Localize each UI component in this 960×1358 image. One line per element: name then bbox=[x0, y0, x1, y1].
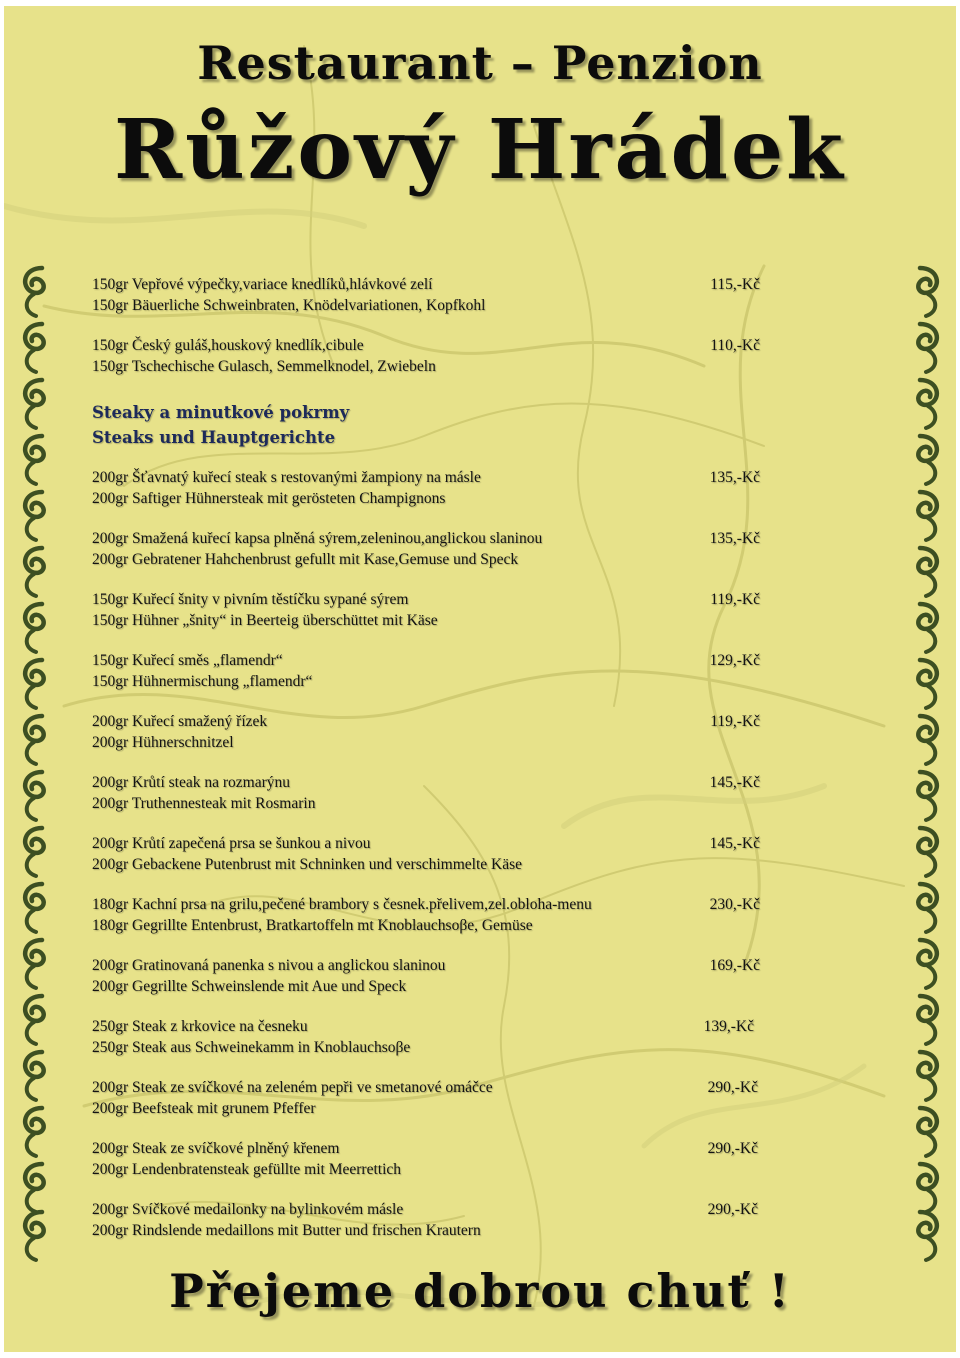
item-name-de: 180gr Gegrillte Entenbrust, Bratkartoffeln mt Knoblauchsoβe, Gemüse bbox=[92, 917, 533, 934]
item-price: 169,-Kč bbox=[709, 957, 760, 974]
item-name-de: 200gr Gegrillte Schweinslende mit Aue und Speck bbox=[92, 978, 407, 995]
item-name-cz: 200gr Steak ze svíčkové plněný křenem bbox=[92, 1140, 340, 1157]
item-name-cz: 150gr Kuřecí šnity v pivním těstíčku sypané sýrem bbox=[92, 591, 409, 608]
item-price: 139,-Kč bbox=[703, 1018, 754, 1035]
item-name-cz: 200gr Svíčkové medailonky na bylinkovém másle bbox=[92, 1201, 404, 1218]
footer-greeting: Přejeme dobrou chuť ! bbox=[169, 1264, 791, 1318]
item-name-cz: 180gr Kachní prsa na grilu,pečené brambory s česnek.přelivem,zel.obloha-menu bbox=[92, 896, 592, 913]
item-price: 110,-Kč bbox=[710, 337, 760, 354]
item-price: 119,-Kč bbox=[710, 713, 760, 730]
item-name-de: 150gr Hühner „šnity“ in Beerteig überschüttet mit Käse bbox=[92, 612, 438, 629]
menu-item bbox=[92, 896, 792, 940]
item-price: 135,-Kč bbox=[709, 469, 760, 486]
menu-item bbox=[92, 835, 792, 879]
item-name-cz: 200gr Šťavnatý kuřecí steak s restovanými žampiony na másle bbox=[92, 469, 481, 486]
item-name-cz: 200gr Steak ze svíčkové na zeleném pepři ve smetanové omáčce bbox=[92, 1079, 493, 1096]
menu-item bbox=[92, 774, 792, 818]
item-price: 230,-Kč bbox=[709, 896, 760, 913]
menu-item bbox=[92, 1140, 792, 1184]
restaurant-name: Růžový Hrádek bbox=[114, 102, 846, 198]
item-name-cz: 200gr Krůtí zapečená prsa se šunkou a nivou bbox=[92, 835, 371, 852]
menu-item bbox=[92, 337, 792, 381]
item-name-cz: 150gr Český guláš,houskový knedlík,cibule bbox=[92, 337, 364, 354]
item-name-cz: 250gr Steak z krkovice na česneku bbox=[92, 1018, 308, 1035]
menu-item bbox=[92, 652, 792, 696]
item-price: 290,-Kč bbox=[707, 1079, 758, 1096]
item-name-cz: 200gr Kuřecí smažený řízek bbox=[92, 713, 268, 730]
item-name-de: 200gr Truthennesteak mit Rosmarin bbox=[92, 795, 316, 812]
menu-item bbox=[92, 276, 792, 320]
item-price: 135,-Kč bbox=[709, 530, 760, 547]
item-name-de: 200gr Gebratener Hahchenbrust gefullt mit Kase,Gemuse und Speck bbox=[92, 551, 519, 568]
item-price: 290,-Kč bbox=[707, 1140, 758, 1157]
menu-item bbox=[92, 957, 792, 1001]
item-name-de: 200gr Hühnerschnitzel bbox=[92, 734, 234, 751]
restaurant-title: Restaurant – Penzion bbox=[197, 36, 763, 90]
item-price: 145,-Kč bbox=[709, 774, 760, 791]
item-name-cz: 200gr Krůtí steak na rozmarýnu bbox=[92, 774, 290, 791]
item-name-de: 200gr Beefsteak mit grunem Pfeffer bbox=[92, 1100, 316, 1117]
item-name-de: 150gr Bäuerliche Schweinbraten, Knödelvariationen, Kopfkohl bbox=[92, 297, 486, 314]
item-name-cz: 150gr Vepřové výpečky,variace knedlíků,hlávkové zelí bbox=[92, 276, 433, 293]
item-name-de: 200gr Gebackene Putenbrust mit Schninken und verschimmelte Käse bbox=[92, 856, 523, 873]
item-price: 145,-Kč bbox=[709, 835, 760, 852]
item-name-cz: 200gr Smažená kuřecí kapsa plněná sýrem,zeleninou,anglickou slaninou bbox=[92, 530, 543, 547]
item-price: 290,-Kč bbox=[707, 1201, 758, 1218]
left-scroll-border bbox=[14, 264, 58, 1264]
menu-item bbox=[92, 1201, 792, 1245]
item-name-de: 150gr Tschechische Gulasch, Semmelknodel, Zwiebeln bbox=[92, 358, 436, 375]
item-price: 129,-Kč bbox=[709, 652, 760, 669]
menu-item bbox=[92, 591, 792, 635]
item-price: 115,-Kč bbox=[710, 276, 760, 293]
item-name-de: 250gr Steak aus Schweinekamm in Knoblauchsoβe bbox=[92, 1039, 411, 1056]
item-name-de: 200gr Saftiger Hühnersteak mit gerösteten Champignons bbox=[92, 490, 446, 507]
item-name-de: 150gr Hühnermischung „flamendr“ bbox=[92, 673, 313, 690]
menu-item bbox=[92, 530, 792, 574]
menu-item bbox=[92, 469, 792, 513]
section-title-cz: Steaky a minutkové pokrmy bbox=[92, 403, 350, 422]
item-name-de: 200gr Rindslende medaillons mit Butter und frischen Krautern bbox=[92, 1222, 481, 1239]
menu-item bbox=[92, 1018, 792, 1062]
section-title-de: Steaks und Hauptgerichte bbox=[92, 428, 336, 447]
item-price: 119,-Kč bbox=[710, 591, 760, 608]
item-name-cz: 150gr Kuřecí směs „flamendr“ bbox=[92, 652, 283, 669]
menu-page bbox=[4, 6, 956, 1352]
right-scroll-border bbox=[904, 264, 948, 1264]
item-name-cz: 200gr Gratinovaná panenka s nivou a anglickou slaninou bbox=[92, 957, 446, 974]
menu-item bbox=[92, 1079, 792, 1123]
item-name-de: 200gr Lendenbratensteak gefüllte mit Meerrettich bbox=[92, 1161, 402, 1178]
menu-item bbox=[92, 713, 792, 757]
